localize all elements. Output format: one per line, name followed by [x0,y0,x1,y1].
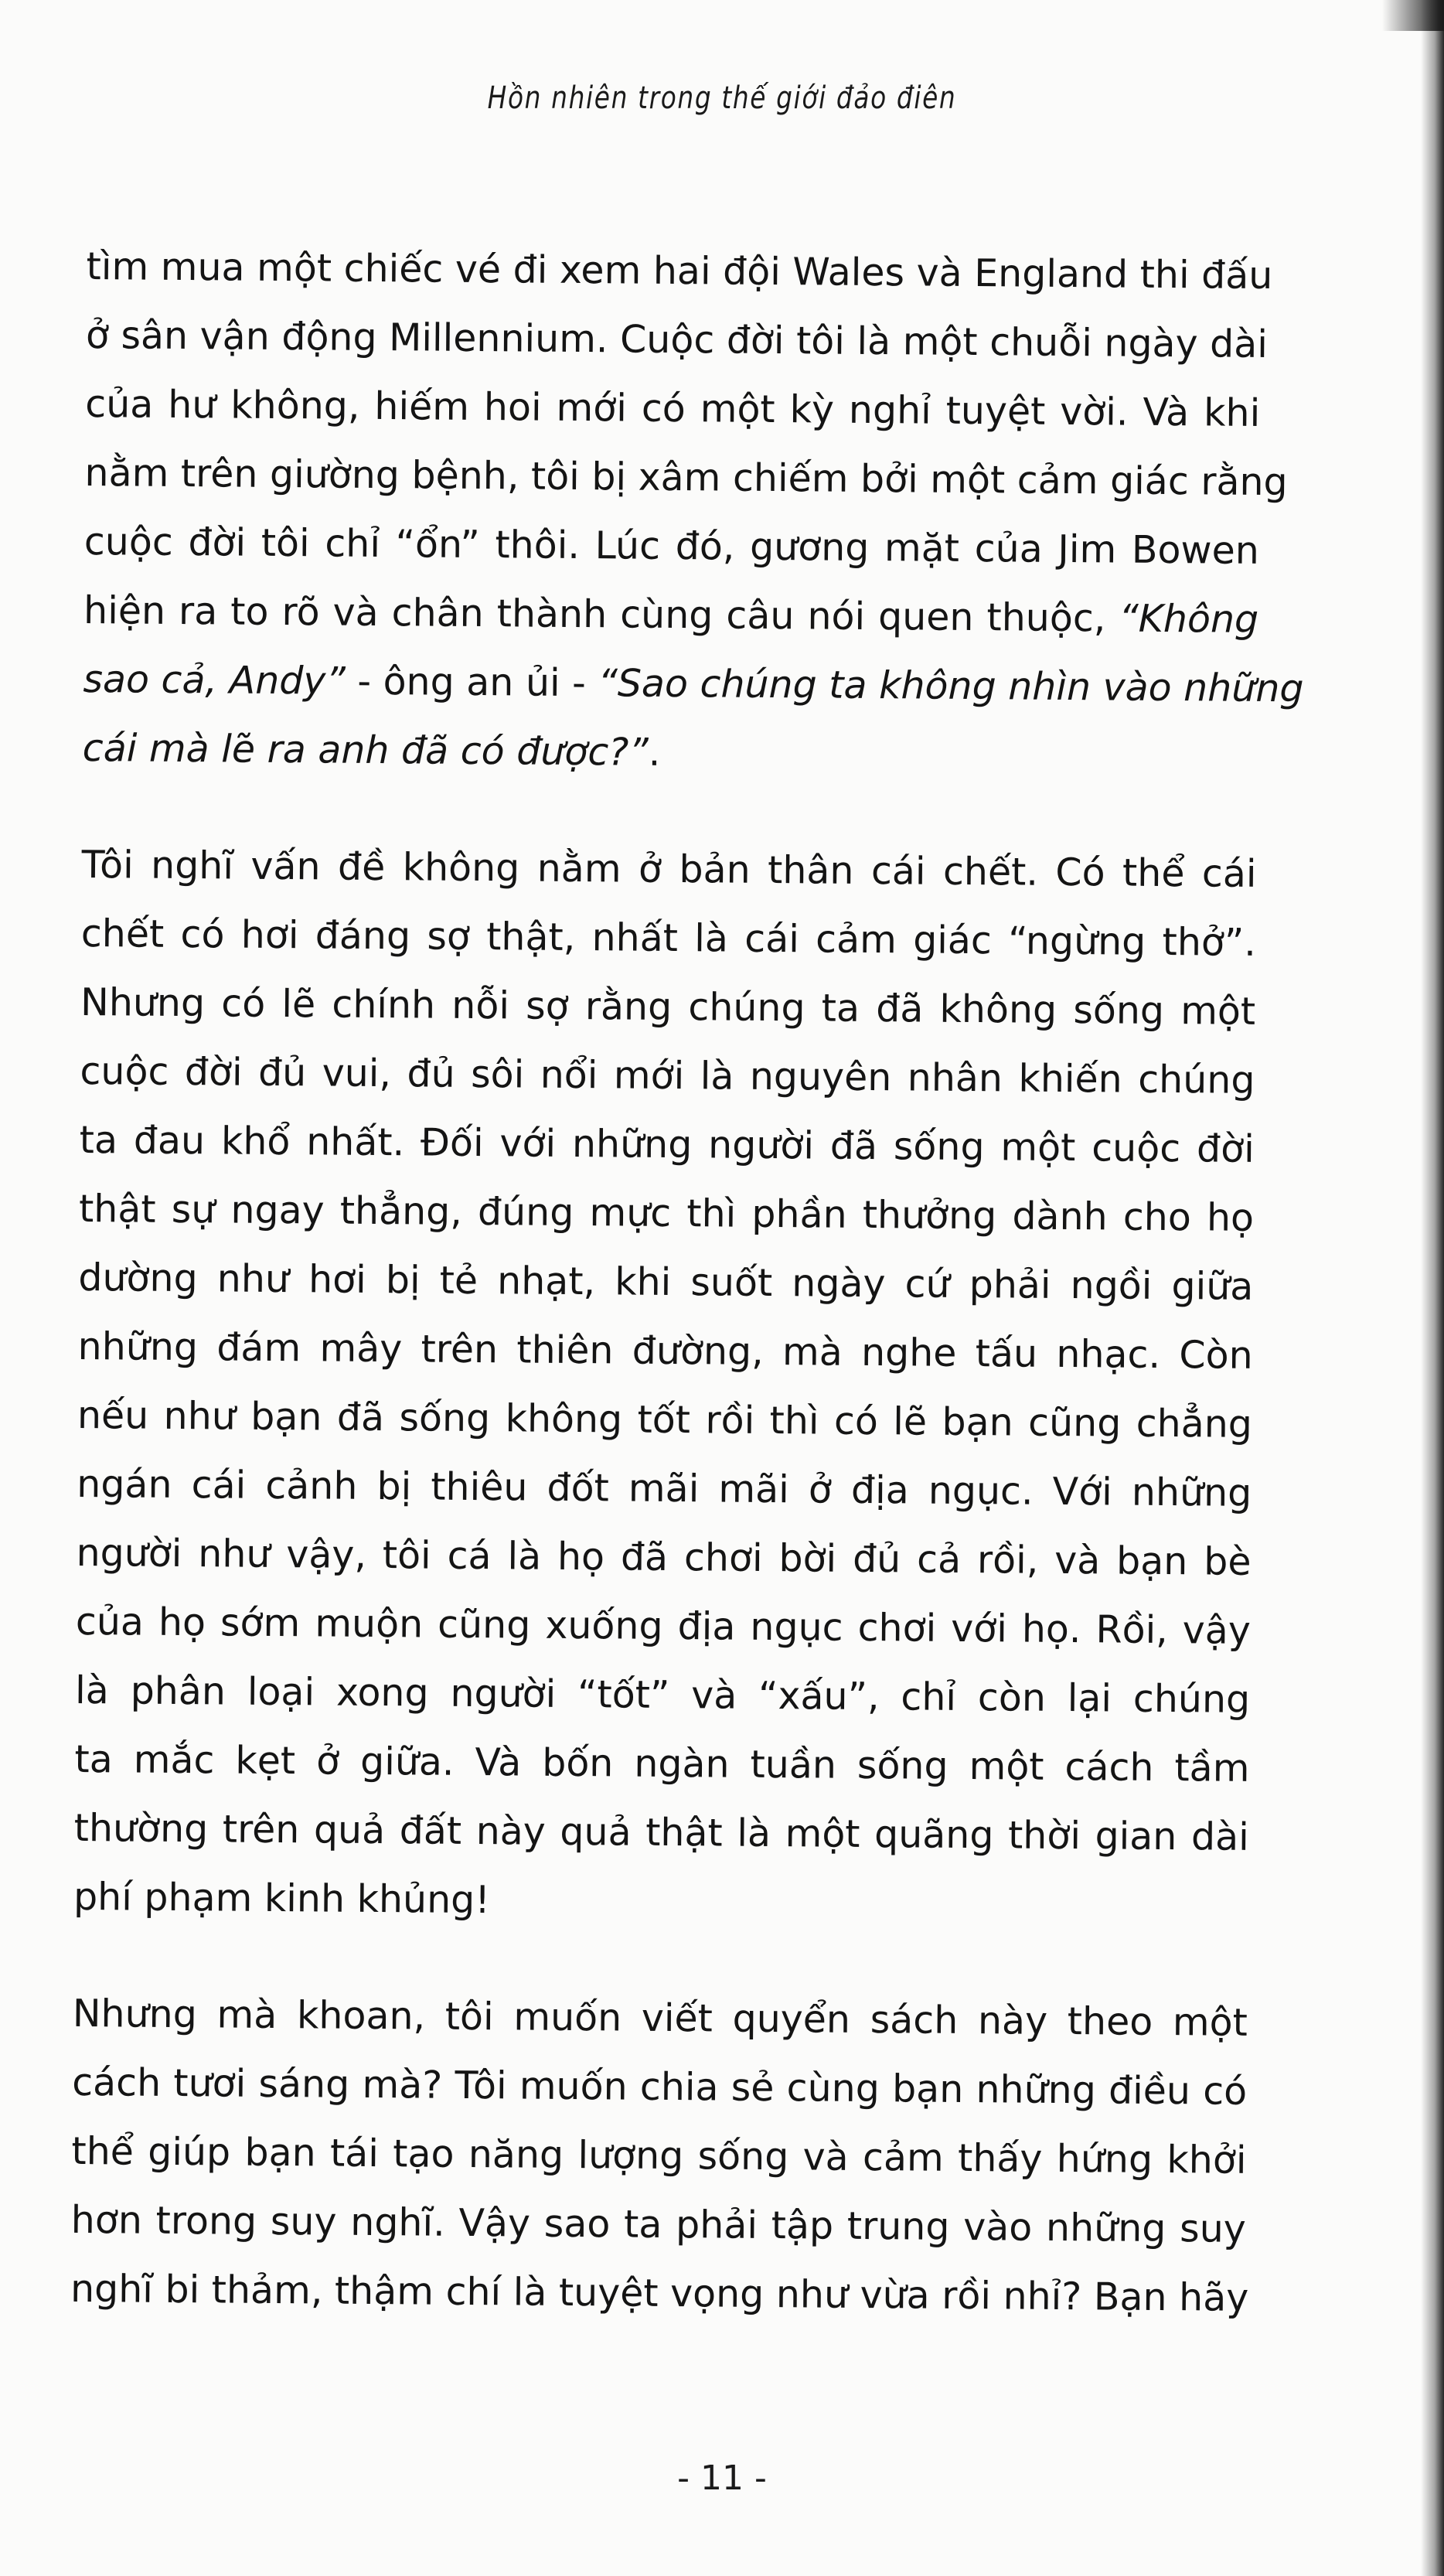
text-line: thường trên quả đất này quả thật là một quãng thời gian dài [73,1805,1249,1859]
text-line: cách tươi sáng mà? Tôi muốn chia sẻ cùng bạn những điều có [71,2060,1248,2114]
text-line: chết có hơi đáng sợ thật, nhất là cái cảm giác “ngừng thở”. [80,911,1257,965]
text-line: Nhưng có lẽ chính nỗi sợ rằng chúng ta đã không sống một [80,980,1256,1034]
text-line: là phân loại xong người “tốt” và “xấu”, chỉ còn lại chúng [74,1668,1251,1722]
page-number: - 11 - [677,2458,767,2498]
text-line: của họ sớm muộn cũng xuống địa ngục chơi với họ. Rồi, vậy [75,1599,1252,1653]
text-line: người như vậy, tôi cá là họ đã chơi bời đủ cả rồi, và bạn bè [76,1530,1252,1584]
paragraph-1 [82,232,1304,792]
italic-quote: sao cả, Andy” [83,656,346,704]
running-header: Hồn nhiên trong thế giới đảo điên [487,80,957,116]
text-line-mixed [83,576,1259,654]
text-line: Tôi nghĩ vấn đề không nằm ở bản thân cái chết. Có thể cái [81,842,1257,896]
text-line: dường như hơi bị tẻ nhạt, khi suốt ngày cứ phải ngồi giữa [78,1255,1254,1309]
text-line: tìm mua một chiếc vé đi xem hai đội Wales và England thi đấu [86,244,1273,298]
italic-quote: cái mà lẽ ra anh đã có được?” [82,725,649,775]
scan-corner-shadow [1382,0,1444,31]
text-line: ngán cái cảnh bị thiêu đốt mãi mãi ở địa ngục. Với những [77,1461,1252,1515]
text-line: hơn trong suy nghĩ. Vậy sao ta phải tập trung vào những suy [70,2197,1246,2251]
italic-quote: “Sao chúng ta không nhìn vào những [598,661,1304,711]
text-run: - ông an ủi - [357,659,587,706]
page-edge-shadow [1421,0,1444,2576]
text-line: cuộc đời tôi chỉ “ổn” thôi. Lúc đó, gương mặt của Jim Bowen [83,519,1260,573]
text-run: . [648,730,661,775]
paragraph-2 [73,830,1257,1941]
text-line: ta mắc kẹt ở giữa. Và bốn ngàn tuần sống một cách tầm [74,1736,1250,1791]
paragraph-3 [70,1979,1248,2332]
text-line: của hư không, hiếm hoi mới có một kỳ nghỉ tuyệt vời. Và khi [85,381,1261,435]
text-line: thật sự ngay thẳng, đúng mực thì phần thưởng dành cho họ [78,1186,1255,1240]
text-line: phí phạm kinh khủng! [73,1874,491,1923]
text-line-mixed [82,714,1258,792]
text-line: nghĩ bi thảm, thậm chí là tuyệt vọng như vừa rồi nhỉ? Bạn hãy [70,2266,1249,2320]
text-line: Nhưng mà khoan, tôi muốn viết quyển sách này theo một [72,1991,1248,2045]
text-line: nếu như bạn đã sống không tốt rồi thì có lẽ bạn cũng chẳng [77,1392,1253,1446]
text-line: ở sân vận động Millennium. Cuộc đời tôi là một chuỗi ngày dài [85,312,1269,367]
text-line: thể giúp bạn tái tạo năng lượng sống và cảm thấy hứng khởi [71,2128,1247,2182]
text-line: nằm trên giường bệnh, tôi bị xâm chiếm bởi một cảm giác rằng [84,450,1288,505]
text-line: ta đau khổ nhất. Đối với những người đã sống một cuộc đời [79,1117,1255,1171]
text-line-mixed [83,645,1304,723]
text-line: những đám mây trên thiên đường, mà nghe tấu nhạc. Còn [77,1324,1253,1378]
page-body [70,232,1304,2380]
text-line: cuộc đời đủ vui, đủ sôi nổi mới là nguyên nhân khiến chúng [80,1048,1255,1102]
italic-quote: “Không [1119,596,1259,642]
text-run: hiện ra to rõ và chân thành cùng câu nói quen thuộc, [83,588,1106,641]
